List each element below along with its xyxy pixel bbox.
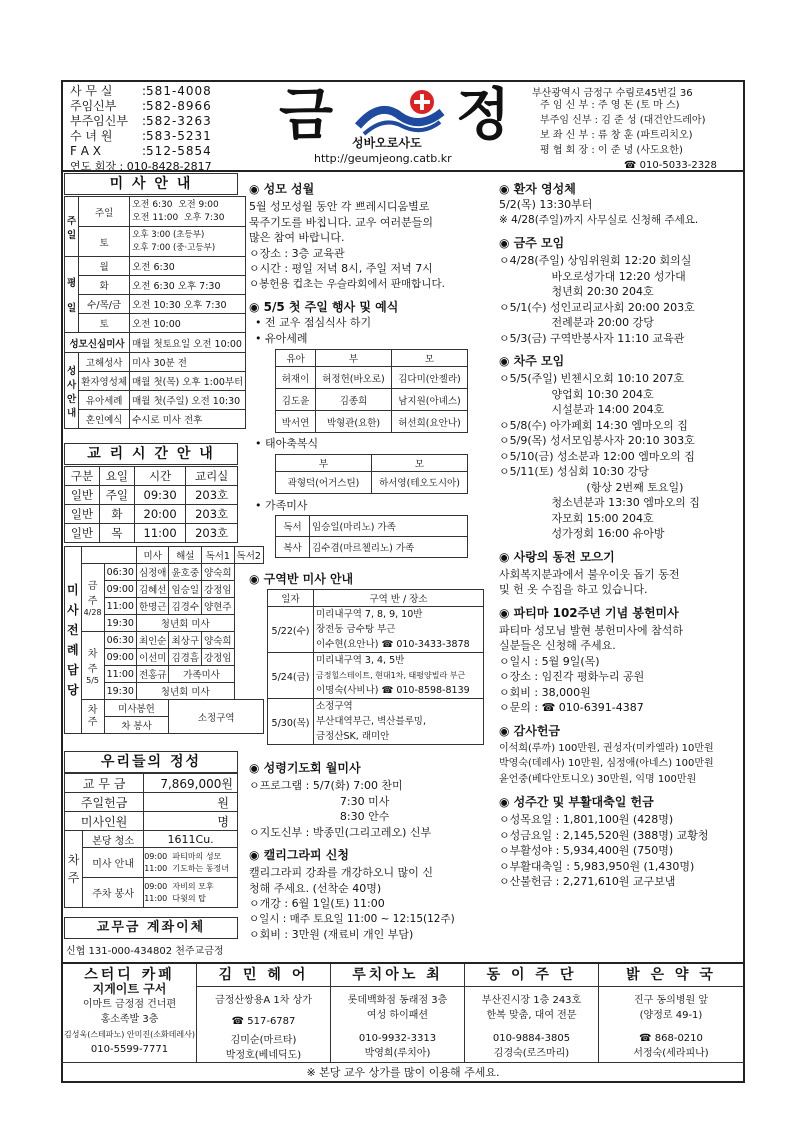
table-cell: 임승일(마리노) 가족 (310, 516, 468, 537)
table-cell: 독서 (276, 516, 310, 537)
ad-line: 010-9932-3313 (358, 1033, 437, 1044)
mass-day: 주일 (79, 197, 130, 227)
ad-line: 김미순(마르타) (230, 1035, 297, 1046)
ad-fashion (331, 964, 465, 1062)
finance-value: 09:00 파티마의 성모 11:00 기도하는 동정녀 (144, 848, 238, 878)
column-header: 구역 반 / 장소 (314, 590, 484, 607)
this-week-meetings (499, 253, 741, 346)
contact-label: 사 무 실 (70, 84, 113, 98)
table-cell: 김혜선 (136, 581, 169, 598)
table-cell: 이선미 (136, 649, 169, 666)
column-header: 독서2 (234, 547, 263, 564)
table-cell: 청년회 미사 (136, 683, 234, 700)
mass-day: 토 (79, 227, 130, 257)
text-line: 7:30 미사 (249, 794, 390, 808)
table-cell: 양숙희 (202, 564, 235, 581)
next-week-meetings (499, 371, 741, 542)
text-line: ㅇ문의 : ☎ 010-6391-4387 (499, 701, 644, 714)
table-cell: 일반 (65, 486, 100, 505)
mass-day: 월 (79, 257, 130, 276)
text-line: ㅇ5/1(수) 성인교리교사회 20:00 203호 (499, 300, 695, 314)
table-cell: 주일 (99, 486, 134, 505)
table-cell: 하서영(테오도시아) (372, 471, 468, 493)
table-cell: 목 (99, 524, 134, 543)
ad-name: 루치아노 최 (331, 964, 464, 987)
text-line: 캘리그라피 강좌를 개강하오니 많이 신 (249, 866, 434, 879)
table-cell: 5/30(목) (268, 699, 314, 745)
mass-times: 오전 6:30 오후 7:30 (130, 276, 246, 295)
sacrament-time: 매월 첫(주일) 오전 10:30 (130, 391, 246, 410)
mass-times: 오전 10:30 오후 7:30 (130, 295, 246, 314)
sacrament-time: 매월 첫(목) 오후 1:00부터 (130, 372, 246, 391)
table-cell: 박서연 (276, 411, 316, 433)
finance-value: 원 (144, 793, 238, 812)
text-line: ㅇ5/8(수) 아가페회 14:30 엠마오의 집 (499, 418, 688, 432)
table-cell: 가족미사 (169, 666, 234, 683)
finance-value: 1611Cu. (144, 831, 238, 848)
column-header: 모 (392, 350, 468, 367)
table-cell: 한명근 (136, 598, 169, 615)
section-title: ◉ 성령기도회 월미사 (249, 761, 361, 775)
text-line: 5/2(목) 13:30부터 (499, 198, 593, 211)
ad-line: ☎ 517-6787 (231, 1016, 296, 1027)
section-title: ◉ 성주간 및 부활대축일 헌금 (499, 795, 654, 809)
col2 (249, 180, 489, 943)
column-header: 일자 (268, 590, 314, 607)
ad-line: ☎ 868-0210 (639, 1033, 703, 1044)
ad-line: 박영희(루치아) (364, 1048, 431, 1059)
sacrament-time: 미사 30분 전 (130, 353, 246, 372)
table-cell: 장전동 금수탕 부근 (316, 624, 396, 635)
catechism-table (64, 466, 238, 543)
sacrament-name: 혼인예식 (79, 410, 130, 429)
address: 부산광역시 금정구 수림로45번길 36 (532, 88, 693, 99)
text-line: ㅇ5/5(주일) 빈첸시오회 10:10 207호 (499, 372, 685, 385)
sacrament-name: 고해성사 (79, 353, 130, 372)
col3 (499, 180, 741, 890)
table-cell: 06:30 (104, 632, 136, 649)
table-cell: 일반 (65, 524, 100, 543)
table-cell: 소정구역 (316, 701, 353, 712)
column-header: 시간 (134, 467, 185, 486)
text-line: 윤언중(베다안토니오) 30만원, 익명 100만원 (499, 773, 697, 785)
text-line: 8:30 안수 (249, 810, 390, 823)
next-week-label: 차 주 (65, 831, 83, 908)
next-week-text: 차 주 (87, 649, 98, 675)
mass-day: 수/목/금 (79, 295, 130, 314)
finance-label: 교 무 금 (65, 774, 144, 793)
finance-label: 주일헌금 (65, 793, 144, 812)
finance-table (64, 773, 238, 908)
finance-value: 명 (144, 812, 238, 831)
table-cell: 미사봉헌 (104, 700, 169, 717)
contact-label: F A X (70, 144, 101, 158)
duty-label: 미 사 전 례 담 당 (65, 547, 82, 734)
account-title: 교무금 계좌이체 (64, 917, 238, 939)
text-line: ㅇ개강 : 6월 1일(토) 11:00 (249, 897, 385, 910)
ad-line: 이마트 금정점 건너편 (82, 999, 177, 1010)
ad-line: 010-5599-7771 (90, 1044, 169, 1055)
text-line: • 전 교우 점심식사 하기 (255, 316, 372, 329)
contact-value: 583-5231 (146, 129, 212, 143)
text-line: (항상 2번째 토요일) (499, 480, 684, 494)
mass-day: 토 (79, 314, 130, 333)
text-line: 전례분과 20:00 강당 (499, 316, 654, 329)
table-cell: 김경수 (169, 598, 202, 615)
sunday-label: 주 일 (65, 197, 79, 257)
table-cell: 09:30 (134, 486, 185, 505)
ad-line: 금정산쌍용A 1차 상가 (215, 995, 312, 1006)
table-cell: 전홍규 (136, 666, 169, 683)
ad-line: 한복 맞춤, 대여 전문 (486, 1010, 577, 1021)
liturgy-duty-table (64, 546, 264, 734)
text-line: • 태아축복식 (255, 437, 319, 450)
table-cell: 이수현(요안나) ☎ 010-3433-3878 (316, 639, 470, 650)
table-cell: 소정구역 (169, 700, 263, 734)
column-header: 교리실 (186, 467, 238, 486)
womb-blessing-table (275, 454, 468, 494)
finance-label: 주차 봉사 (83, 878, 144, 908)
ad-line: 박정호(베네딕도) (225, 1050, 302, 1061)
ad-line: (양정로 49-1) (639, 1010, 703, 1021)
text-line: 양업회 10:30 204호 (499, 387, 654, 401)
table-cell: 19:30 (104, 683, 136, 700)
contact-label: 부주임신부 (70, 114, 128, 128)
weekday-label: 평 일 (65, 257, 79, 333)
table-cell: 차 봉사 (104, 717, 169, 734)
table-cell: 김종희 (316, 389, 392, 411)
section-title: ◉ 구역반 미사 안내 (249, 572, 354, 586)
finance-label: 미사인원 (65, 812, 144, 831)
ad-pharmacy (599, 964, 743, 1062)
staff-phone: ☎ 010-5033-2328 (624, 160, 717, 171)
table-cell: 미리내구역 3, 4, 5반 (316, 655, 405, 666)
sacrament-time: 수시로 미사 전후 (130, 410, 246, 429)
table-cell: 허재이 (276, 367, 316, 389)
ad-hanbok (465, 964, 599, 1062)
column-header: 모 (372, 454, 468, 471)
server-label: 차 주 (81, 700, 104, 734)
contact-value: 582-8966 (146, 99, 212, 113)
mass-day: 화 (79, 276, 130, 295)
thanks-offering-section (499, 741, 741, 788)
mass-times: 오전 6:30 오전 9:00 오전 11:00 오후 7:30 (130, 197, 246, 227)
section-title: ◉ 캘리그라피 신청 (249, 848, 349, 862)
president-contact: 연도 회장 : 010-8428-2817 (70, 160, 212, 173)
adoration-time: 매월 첫토요일 오전 10:00 (130, 333, 246, 353)
contact-value: 581-4008 (146, 84, 212, 98)
header-divider (61, 170, 745, 172)
text-line: ㅇ프로그램 : 5/7(화) 7:00 찬미 (249, 779, 403, 792)
text-line: ㅇ회비 : 38,000원 (499, 685, 591, 699)
table-cell: 5/24(금) (268, 653, 314, 699)
ad-line: 010-9884-3805 (492, 1033, 571, 1044)
table-cell: 김다미(안젤라) (392, 367, 468, 389)
text-line: 이석희(루까) 100만원, 권성자(미카엘라) 10만원 (499, 742, 714, 754)
staff-item: 주 임 신 부 : 주 영 돈 (토 마 스) (540, 100, 680, 111)
text-line: 사회복지분과에서 불우이웃 돕기 동전 (499, 567, 680, 581)
text-line: 실분들은 신청해 주세요. (499, 639, 616, 652)
prayer-meeting-section (249, 778, 489, 840)
text-line: ㅇ5/3(금) 구역반봉사자 11:10 교육관 (499, 331, 685, 345)
table-cell: 허정헌(바오로) (316, 367, 392, 389)
text-line: 시설분과 14:00 204호 (499, 403, 665, 416)
column-header: 구분 (65, 467, 100, 486)
column-header: 부 (316, 350, 392, 367)
ad-line: 롯데백화점 동래점 3층 (347, 995, 448, 1006)
text-line: ㅇ부활대축일 : 5,983,950원 (1,430명) (499, 859, 695, 873)
calligraphy-section (249, 865, 489, 943)
table-cell: 김경흠 (169, 649, 202, 666)
coin-collection-section (499, 567, 741, 598)
table-cell: 203호 (186, 486, 238, 505)
section-title: ◉ 금주 모임 (499, 236, 565, 250)
text-line: ㅇ부활성야 : 5,934,400원 (750명) (499, 844, 674, 857)
table-cell: 최인순 (136, 632, 169, 649)
mass-times: 오전 6:30 (130, 257, 246, 276)
table-cell: 19:30 (104, 615, 136, 632)
staff-item: 부주임 신부 : 김 준 성 (대건안드레아) (540, 115, 706, 126)
table-cell: 양숙희 (202, 632, 235, 649)
ad-line: 여성 하이패션 (366, 1010, 429, 1021)
finance-title: 우리들의 정성 (64, 751, 238, 773)
text-line: ㅇ5/9(목) 성서모임봉사자 20:10 303호 (499, 434, 695, 447)
account-text: 신협 131-000-434802 천주교금정 (66, 946, 224, 957)
ad-line: 진구 동의병원 앞 (634, 995, 708, 1006)
section-title: ◉ 성모 성월 (249, 182, 315, 196)
ad-study-cafe (63, 964, 197, 1062)
text-line: • 가족미사 (255, 498, 308, 512)
table-cell: 심정애 (136, 564, 169, 581)
ad-name: 밝 은 약 국 (599, 964, 743, 987)
contact-value: 582-3263 (146, 114, 212, 128)
sacrament-name: 유아세례 (79, 391, 130, 410)
title-right: 정 (456, 83, 511, 148)
text-line: ㅇ장소 : 3층 교육관 (249, 246, 345, 260)
text-line: ㅇ5/11(토) 성심회 10:30 강당 (499, 465, 649, 478)
mass-title: 미 사 안 내 (64, 173, 238, 195)
ad-name: 김 민 헤 어 (197, 964, 330, 987)
title-left: 금 (279, 83, 334, 148)
section-title: ◉ 파티마 102주년 기념 봉헌미사 (499, 605, 679, 620)
finance-label: 미사 안내 (83, 848, 144, 878)
table-cell: 최상구 (169, 632, 202, 649)
table-cell: 남지원(아녜스) (392, 389, 468, 411)
column-header: 독서1 (202, 547, 235, 564)
table-cell: 복사 (276, 537, 310, 558)
table-cell: 부산대역부근, 벽산블루밍, (316, 716, 427, 727)
staff-item: 보 좌 신 부 : 류 창 훈 (파트리치오) (540, 130, 693, 141)
district-mass-table (267, 589, 484, 745)
column-header: 미사 (136, 547, 169, 564)
contact-label: 주임신부 (70, 99, 117, 113)
table-cell: 금정산SK, 래미안 (316, 731, 390, 742)
ad-line: 김경숙(로즈마리) (493, 1048, 570, 1059)
parish-name: 성바오로사도 (352, 136, 422, 150)
text-line: 많은 참여 바랍니다. (249, 231, 345, 244)
table-cell: 이명숙(사비나) ☎ 010-8598-8139 (316, 685, 470, 696)
text-line: 청년회 20:30 204호 (499, 285, 654, 298)
next-week-label (81, 632, 104, 700)
text-line: ㅇ성금요일 : 2,145,520원 (388명) 교황청 (499, 828, 709, 842)
mary-section (249, 199, 489, 292)
text-line: 5월 성모성월 동안 각 쁘레시디움별로 (249, 200, 430, 213)
column-header: 유아 (276, 350, 316, 367)
footer-divider (61, 1062, 745, 1063)
mass-table (64, 196, 246, 429)
ad-line: 지게이트 구서 (92, 982, 167, 996)
mass-times: 오전 10:00 (130, 314, 246, 333)
text-line: ㅇ회비 : 3만원 (재료비 개인 부담) (249, 928, 414, 941)
text-line: ㅇ성목요일 : 1,801,100원 (428명) (499, 813, 674, 826)
text-line: ※ 4/28(주일)까지 사무실로 신청해 주세요. (499, 213, 699, 226)
this-week-date: 4/28 (83, 608, 102, 617)
text-line: 자모회 15:00 204호 (499, 511, 654, 525)
staff-list (540, 98, 717, 173)
table-cell: 203호 (186, 505, 238, 524)
staff-item: 평 협 회 장 : 이 준 녕 (사도요한) (540, 145, 683, 156)
table-cell: 5/22(수) (268, 607, 314, 653)
contact-label: 수 녀 원 (70, 129, 113, 143)
text-line: 묵주기도를 바칩니다. 교우 여러분들의 (249, 215, 434, 229)
baptism-table (275, 349, 468, 433)
section-title: ◉ 5/5 첫 주일 행사 및 예식 (249, 300, 399, 314)
table-cell: 청년회 미사 (136, 615, 234, 632)
table-cell: 금정힐스테이트, 현대1차, 태평양빌라 부근 (316, 671, 466, 680)
table-cell: 11:00 (104, 598, 136, 615)
ad-hair (197, 964, 331, 1062)
website-link[interactable]: http://geumjeong.catb.kr (314, 152, 452, 165)
table-cell: 06:30 (104, 564, 136, 581)
text-line: ㅇ산불헌금 : 2,271,610원 교구보냄 (499, 875, 676, 888)
adoration-name: 성모신심미사 (65, 333, 130, 353)
table-cell: 윤호중 (169, 564, 202, 581)
finance-label: 본당 청소 (83, 831, 144, 848)
table-cell: 강정임 (202, 649, 235, 666)
text-line: ㅇ시간 : 평일 저녁 8시, 주일 저녁 7시 (249, 262, 433, 275)
next-week-date: 5/5 (86, 676, 100, 685)
table-cell: 김도윤 (276, 389, 316, 411)
column-header: 요일 (99, 467, 134, 486)
table-cell: 11:00 (134, 524, 185, 543)
table-cell: 양현주 (202, 598, 235, 615)
table-cell: 미리내구역 7, 8, 9, 10반 (316, 609, 423, 620)
text-line: 및 헌 옷 수집을 하고 있습니다. (499, 583, 648, 596)
text-line: 청소년분과 13:30 엠마오의 집 (499, 496, 700, 509)
table-cell: 화 (99, 505, 134, 524)
table-cell: 강정임 (202, 581, 235, 598)
table-cell: 김수겸(마르첼리노) 가족 (310, 537, 468, 558)
column-header: 해설 (169, 547, 202, 564)
text-line: 청해 주세요. (선착순 40명) (249, 881, 382, 895)
sacrament-name: 환자영성체 (79, 372, 130, 391)
finance-value: 7,869,000원 (144, 774, 238, 793)
text-line: ㅇ봉헌용 컵초는 우슬라회에서 판매합니다. (249, 277, 445, 290)
contacts: 사 무 실 : 581-4008 주임신부 : 582-8966 부주임신부 : 582-3263 수 녀 원 : 583-5231 F A X : 512-5854 연도 회장 : 010-8428-2817 (70, 84, 240, 174)
table-cell: 203호 (186, 524, 238, 543)
text-line: ㅇ일시 : 5월 9일(목) (499, 654, 600, 668)
section-title: ◉ 감사헌금 (499, 723, 561, 738)
text-line: ㅇ장소 : 임진각 평화누리 공원 (499, 670, 645, 683)
table-cell: 일반 (65, 505, 100, 524)
this-week-label (81, 564, 104, 632)
text-line: 박영숙(데레사) 10만원, 심정애(아네스) 100만원 (499, 758, 714, 769)
text-line: ㅇ5/10(금) 성소분과 12:00 엠마오의 집 (499, 449, 695, 463)
footer-note: ※ 본당 교우 상가를 많이 이용해 주세요. (306, 1066, 500, 1079)
table-cell: 09:00 (104, 581, 136, 598)
table-cell: 허선희(요안나) (392, 411, 468, 433)
text-line: 바오로성가대 12:20 성가대 (499, 269, 686, 283)
table-cell: 20:00 (134, 505, 185, 524)
ad-line: 김성욱(스테파노) 안미진(소화데레사) (64, 1030, 195, 1039)
family-mass-table (275, 515, 468, 558)
contact-value: 512-5854 (146, 144, 212, 158)
section-title: ◉ 사랑의 동전 모으기 (499, 549, 615, 564)
table-cell: 임승일 (169, 581, 202, 598)
fatima-section (499, 623, 741, 716)
column-header: 부 (276, 454, 372, 471)
ad-name: 스터디 카페 (84, 967, 175, 983)
section-title: ◉ 차주 모임 (499, 354, 565, 368)
ad-name: 동 이 주 단 (465, 964, 598, 987)
section-title: ◉ 환자 영성체 (499, 182, 576, 196)
table-cell: 09:00 (104, 649, 136, 666)
ad-line: 홍소족발 3층 (100, 1014, 159, 1025)
text-line: 파티마 성모님 발현 봉헌미사에 참석하 (499, 623, 684, 637)
catechism-title: 교 리 시 간 안 내 (64, 443, 238, 465)
ad-line: 서정숙(세라피나) (633, 1048, 709, 1059)
text-line: ㅇ4/28(주일) 상임위원회 12:20 회의실 (499, 254, 692, 267)
finance-value: 09:00 자비의 모후 11:00 다윗의 탑 (144, 878, 238, 908)
table-cell: 11:00 (104, 666, 136, 683)
mass-times: 오후 3:00 (초등부) 오후 7:00 (중·고등부) (130, 227, 246, 257)
text-line: ㅇ지도신부 : 박종민(그리고레오) 신부 (249, 825, 432, 839)
text-line: ㅇ일시 : 매주 토요일 11:00 ~ 12:15(12주) (249, 912, 455, 925)
easter-offering-section (499, 812, 741, 890)
table-cell: 곽형덕(어거스틴) (276, 471, 372, 493)
text-line: • 유아세례 (255, 331, 308, 345)
this-week-text: 금 주 (87, 581, 98, 607)
table-cell: 박형관(요한) (316, 411, 392, 433)
sacrament-label: 성 사 안 내 (65, 353, 79, 429)
text-line: 성가정회 16:00 유아방 (499, 527, 665, 540)
ad-line: 부산진시장 1층 243호 (481, 995, 582, 1006)
